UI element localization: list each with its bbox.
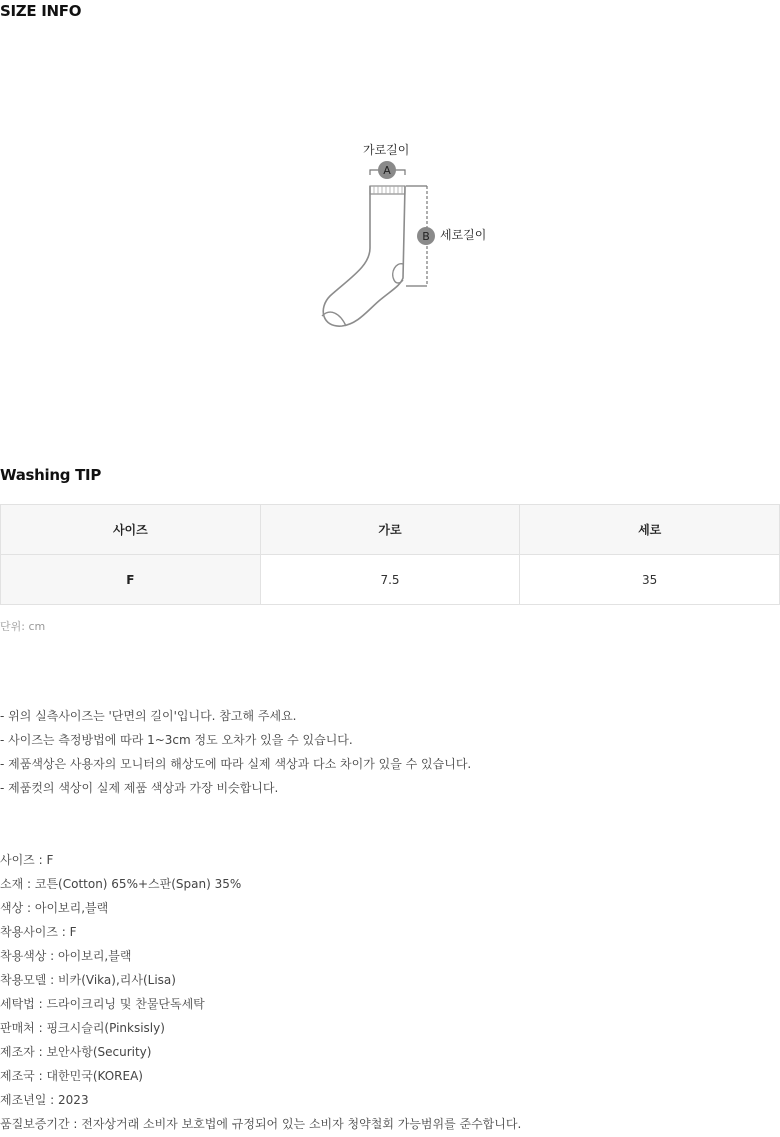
table-header-row xyxy=(1,505,780,555)
badge-b-letter: B xyxy=(422,230,430,243)
list-item: - 사이즈는 측정방법에 따라 1~3cm 정도 오차가 있을 수 있습니다. xyxy=(0,733,353,747)
badge-a-letter: A xyxy=(383,164,391,177)
sock-outline xyxy=(323,186,405,326)
product-specs-list xyxy=(0,848,521,1136)
sock-measurement-diagram xyxy=(300,138,500,338)
list-item: 사이즈 : F xyxy=(0,853,54,867)
table-cell-size: F xyxy=(1,555,261,605)
list-item: 착용모델 : 비카(Vika),리사(Lisa) xyxy=(0,973,176,987)
list-item: 소재 : 코튼(Cotton) 65%+스판(Span) 35% xyxy=(0,877,242,891)
list-item: 품질보증기간 : 전자상거래 소비자 보호법에 규정되어 있는 소비자 청약철회 가능범위를 준수합니다. xyxy=(0,1117,522,1131)
list-item: 착용색상 : 아이보리,블랙 xyxy=(0,949,132,963)
width-label: 가로길이 xyxy=(363,143,410,157)
unit-note: 단위: cm xyxy=(0,620,46,633)
table-cell-length: 35 xyxy=(520,555,780,605)
list-item: 제조자 : 보안사항(Security) xyxy=(0,1045,152,1059)
list-item: 판매처 : 핑크시슬리(Pinksisly) xyxy=(0,1021,165,1035)
list-item: 착용사이즈 : F xyxy=(0,925,77,939)
list-item: - 제품색상은 사용자의 모니터의 해상도에 따라 실제 색상과 다소 차이가 있을 수 있습니다. xyxy=(0,757,472,771)
list-item: 색상 : 아이보리,블랙 xyxy=(0,901,109,915)
list-item: 제조국 : 대한민국(KOREA) xyxy=(0,1069,143,1083)
table-row xyxy=(1,555,780,605)
list-item: 제조년일 : 2023 xyxy=(0,1093,89,1107)
table-header-width: 가로 xyxy=(260,505,520,555)
list-item: - 제품컷의 색상이 실제 제품 색상과 가장 비슷합니다. xyxy=(0,781,279,795)
sock-cuff xyxy=(370,186,405,194)
table-cell-width: 7.5 xyxy=(260,555,520,605)
size-table xyxy=(0,504,780,605)
height-label: 세로길이 xyxy=(440,228,487,242)
list-item: 세탁법 : 드라이크리닝 및 찬물단독세탁 xyxy=(0,997,205,1011)
size-info-title: SIZE INFO xyxy=(0,2,82,20)
list-item: - 위의 실측사이즈는 '단면의 길이'입니다. 참고해 주세요. xyxy=(0,709,297,723)
sock-ribbing xyxy=(374,186,402,194)
washing-tip-title: Washing TIP xyxy=(0,466,102,484)
notes-list xyxy=(0,704,471,800)
table-header-length: 세로 xyxy=(520,505,780,555)
table-header-size: 사이즈 xyxy=(1,505,261,555)
